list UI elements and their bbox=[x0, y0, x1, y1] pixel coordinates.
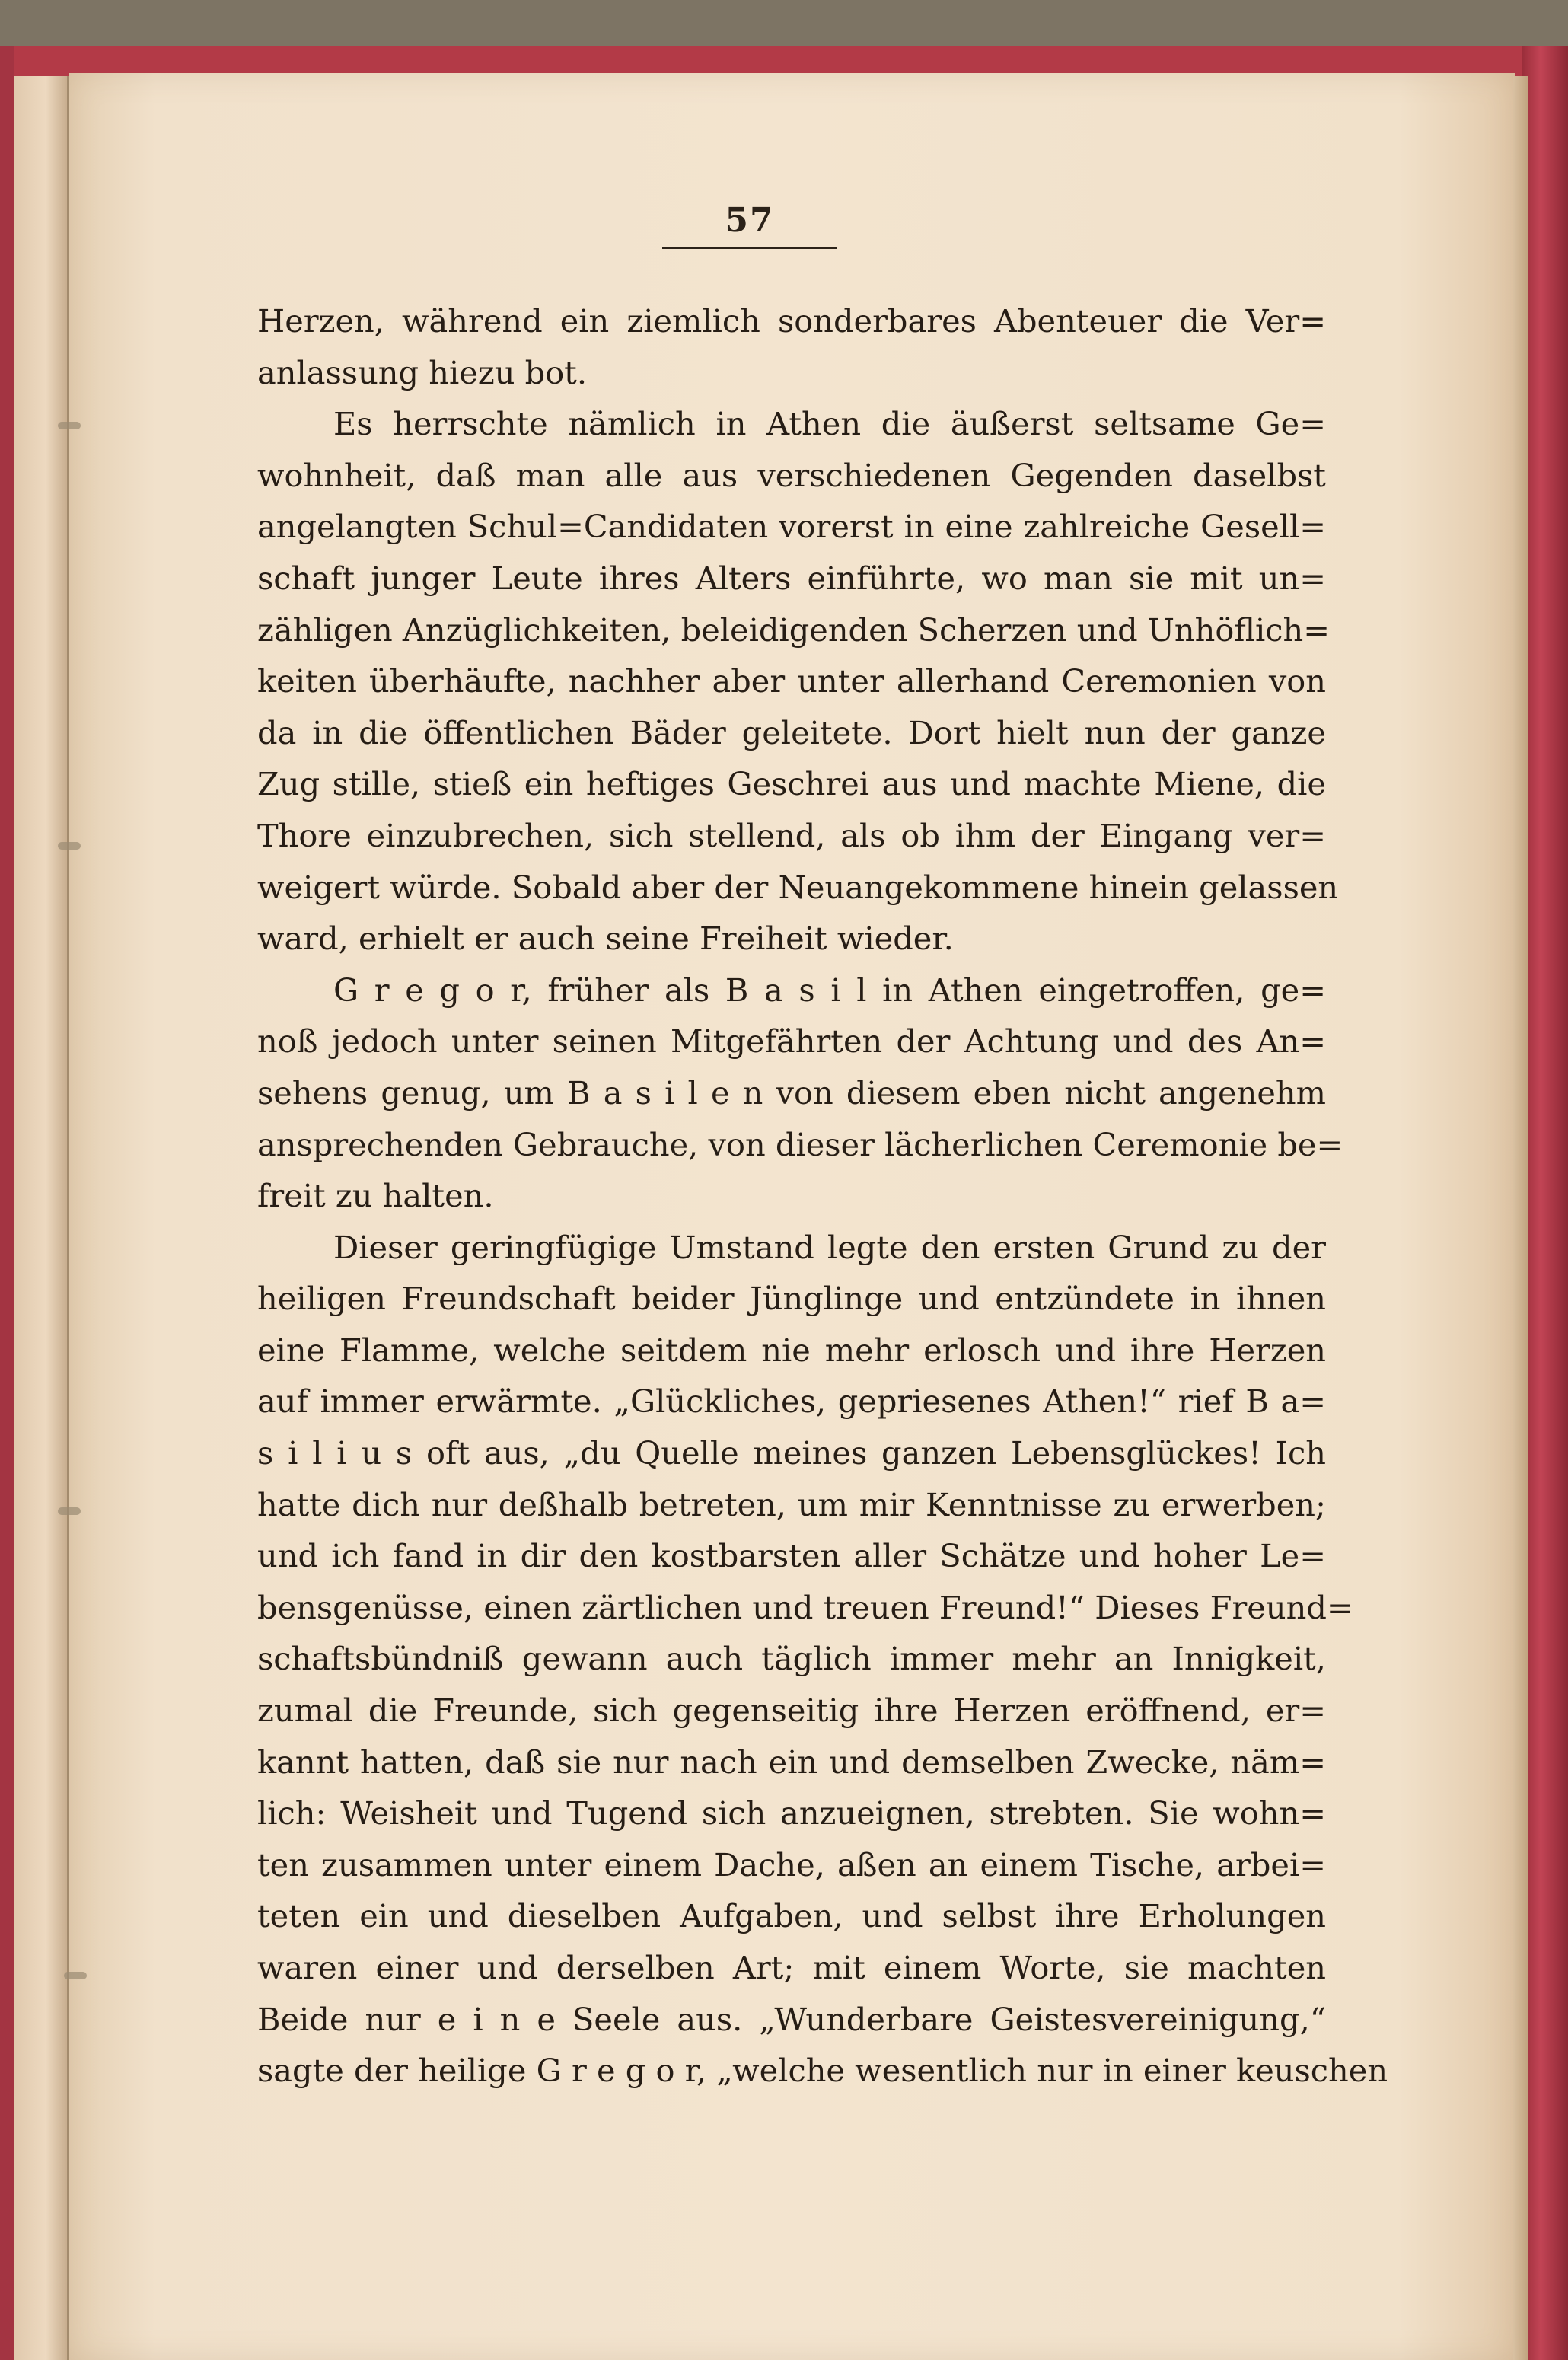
binding-thread bbox=[58, 422, 81, 429]
text-line: Thore einzubrechen, sich stellend, als ob ihm der Eingang ver= bbox=[257, 816, 1326, 854]
text-line: Beide nur e i n e Seele aus. „Wunderbare Geistesvereinigung,“ bbox=[257, 2000, 1326, 2038]
text-line: sagte der heilige G r e g o r, „welche wesentlich nur in einer keuschen bbox=[257, 2052, 1388, 2090]
red-binding-right bbox=[1522, 46, 1568, 2360]
previous-page-edge bbox=[14, 76, 69, 2360]
text-line: eine Flamme, welche seitdem nie mehr erlosch und ihre Herzen bbox=[257, 1331, 1326, 1369]
text-line: Dieser geringfügige Umstand legte den ersten Grund zu der bbox=[333, 1228, 1326, 1266]
text-line: keiten überhäufte, nachher aber unter allerhand Ceremonien von bbox=[257, 662, 1326, 700]
text-line: heiligen Freundschaft beider Jünglinge und entzündete in ihnen bbox=[257, 1280, 1326, 1318]
text-line: auf immer erwärmte. „Glückliches, gepriesenes Athen!“ rief B a= bbox=[257, 1383, 1326, 1421]
text-line: ten zusammen unter einem Dache, aßen an einem Tische, arbei= bbox=[257, 1845, 1326, 1883]
text-line: teten ein und dieselben Aufgaben, und selbst ihre Erholungen bbox=[257, 1897, 1326, 1935]
text-line: und ich fand in dir den kostbarsten aller Schätze und hoher Le= bbox=[257, 1537, 1326, 1575]
text-line: Zug stille, stieß ein heftiges Geschrei aus und machte Miene, die bbox=[257, 765, 1326, 803]
binding-thread bbox=[58, 1507, 81, 1515]
text-line: zumal die Freunde, sich gegenseitig ihre Herzen eröffnend, er= bbox=[257, 1692, 1326, 1730]
text-line: wohnheit, daß man alle aus verschiedenen Gegenden daselbst bbox=[257, 456, 1326, 494]
page-stack-edge bbox=[1513, 76, 1528, 2360]
text-line: kannt hatten, daß sie nur nach ein und demselben Zwecke, näm= bbox=[257, 1743, 1326, 1781]
text-line: angelangten Schul=Candidaten vorerst in eine zahlreiche Gesell= bbox=[257, 508, 1326, 546]
page-number: 57 bbox=[725, 201, 775, 240]
text-line: ward, erhielt er auch seine Freiheit wieder. bbox=[257, 920, 954, 958]
header-rule bbox=[662, 247, 837, 249]
text-line: weigert würde. Sobald aber der Neuangekommene hinein gelassen bbox=[257, 868, 1339, 906]
text-line: s i l i u s oft aus, „du Quelle meines ganzen Lebensglückes! Ich bbox=[257, 1434, 1326, 1472]
text-line: ansprechenden Gebrauche, von dieser lächerlichen Ceremonie be= bbox=[257, 1125, 1343, 1163]
text-line: freit zu halten. bbox=[257, 1177, 494, 1215]
red-binding-left bbox=[0, 46, 14, 2360]
text-line: Herzen, während ein ziemlich sonderbares Abenteuer die Ver= bbox=[257, 302, 1326, 340]
page-header bbox=[624, 199, 875, 249]
text-line: schaft junger Leute ihres Alters einführte, wo man sie mit un= bbox=[257, 559, 1326, 597]
text-line: hatte dich nur deßhalb betreten, um mir Kenntnisse zu erwerben; bbox=[257, 1485, 1326, 1523]
body-text bbox=[257, 295, 1388, 2097]
text-line: anlassung hiezu bot. bbox=[257, 353, 588, 391]
binding-thread bbox=[64, 1972, 87, 1979]
text-line: noß jedoch unter seinen Mitgefährten der Achtung und des An= bbox=[257, 1022, 1326, 1060]
binding-thread bbox=[58, 842, 81, 850]
red-binding-top bbox=[0, 46, 1568, 76]
text-line: waren einer und derselben Art; mit einem Worte, sie machten bbox=[257, 1949, 1326, 1986]
text-line: G r e g o r, früher als B a s i l in Athen eingetroffen, ge= bbox=[333, 971, 1326, 1009]
text-line: schaftsbündniß gewann auch täglich immer mehr an Innigkeit, bbox=[257, 1640, 1326, 1678]
text-line: lich: Weisheit und Tugend sich anzueignen, strebten. Sie wohn= bbox=[257, 1794, 1326, 1832]
text-line: sehens genug, um B a s i l e n von diesem eben nicht angenehm bbox=[257, 1073, 1326, 1111]
text-line: Es herrschte nämlich in Athen die äußerst seltsame Ge= bbox=[333, 405, 1326, 443]
text-line: zähligen Anzüglichkeiten, beleidigenden Scherzen und Unhöflich= bbox=[257, 611, 1331, 649]
text-line: bensgenüsse, einen zärtlichen und treuen Freund!“ Dieses Freund= bbox=[257, 1588, 1353, 1626]
text-line: da in die öffentlichen Bäder geleitete. Dort hielt nun der ganze bbox=[257, 713, 1326, 751]
